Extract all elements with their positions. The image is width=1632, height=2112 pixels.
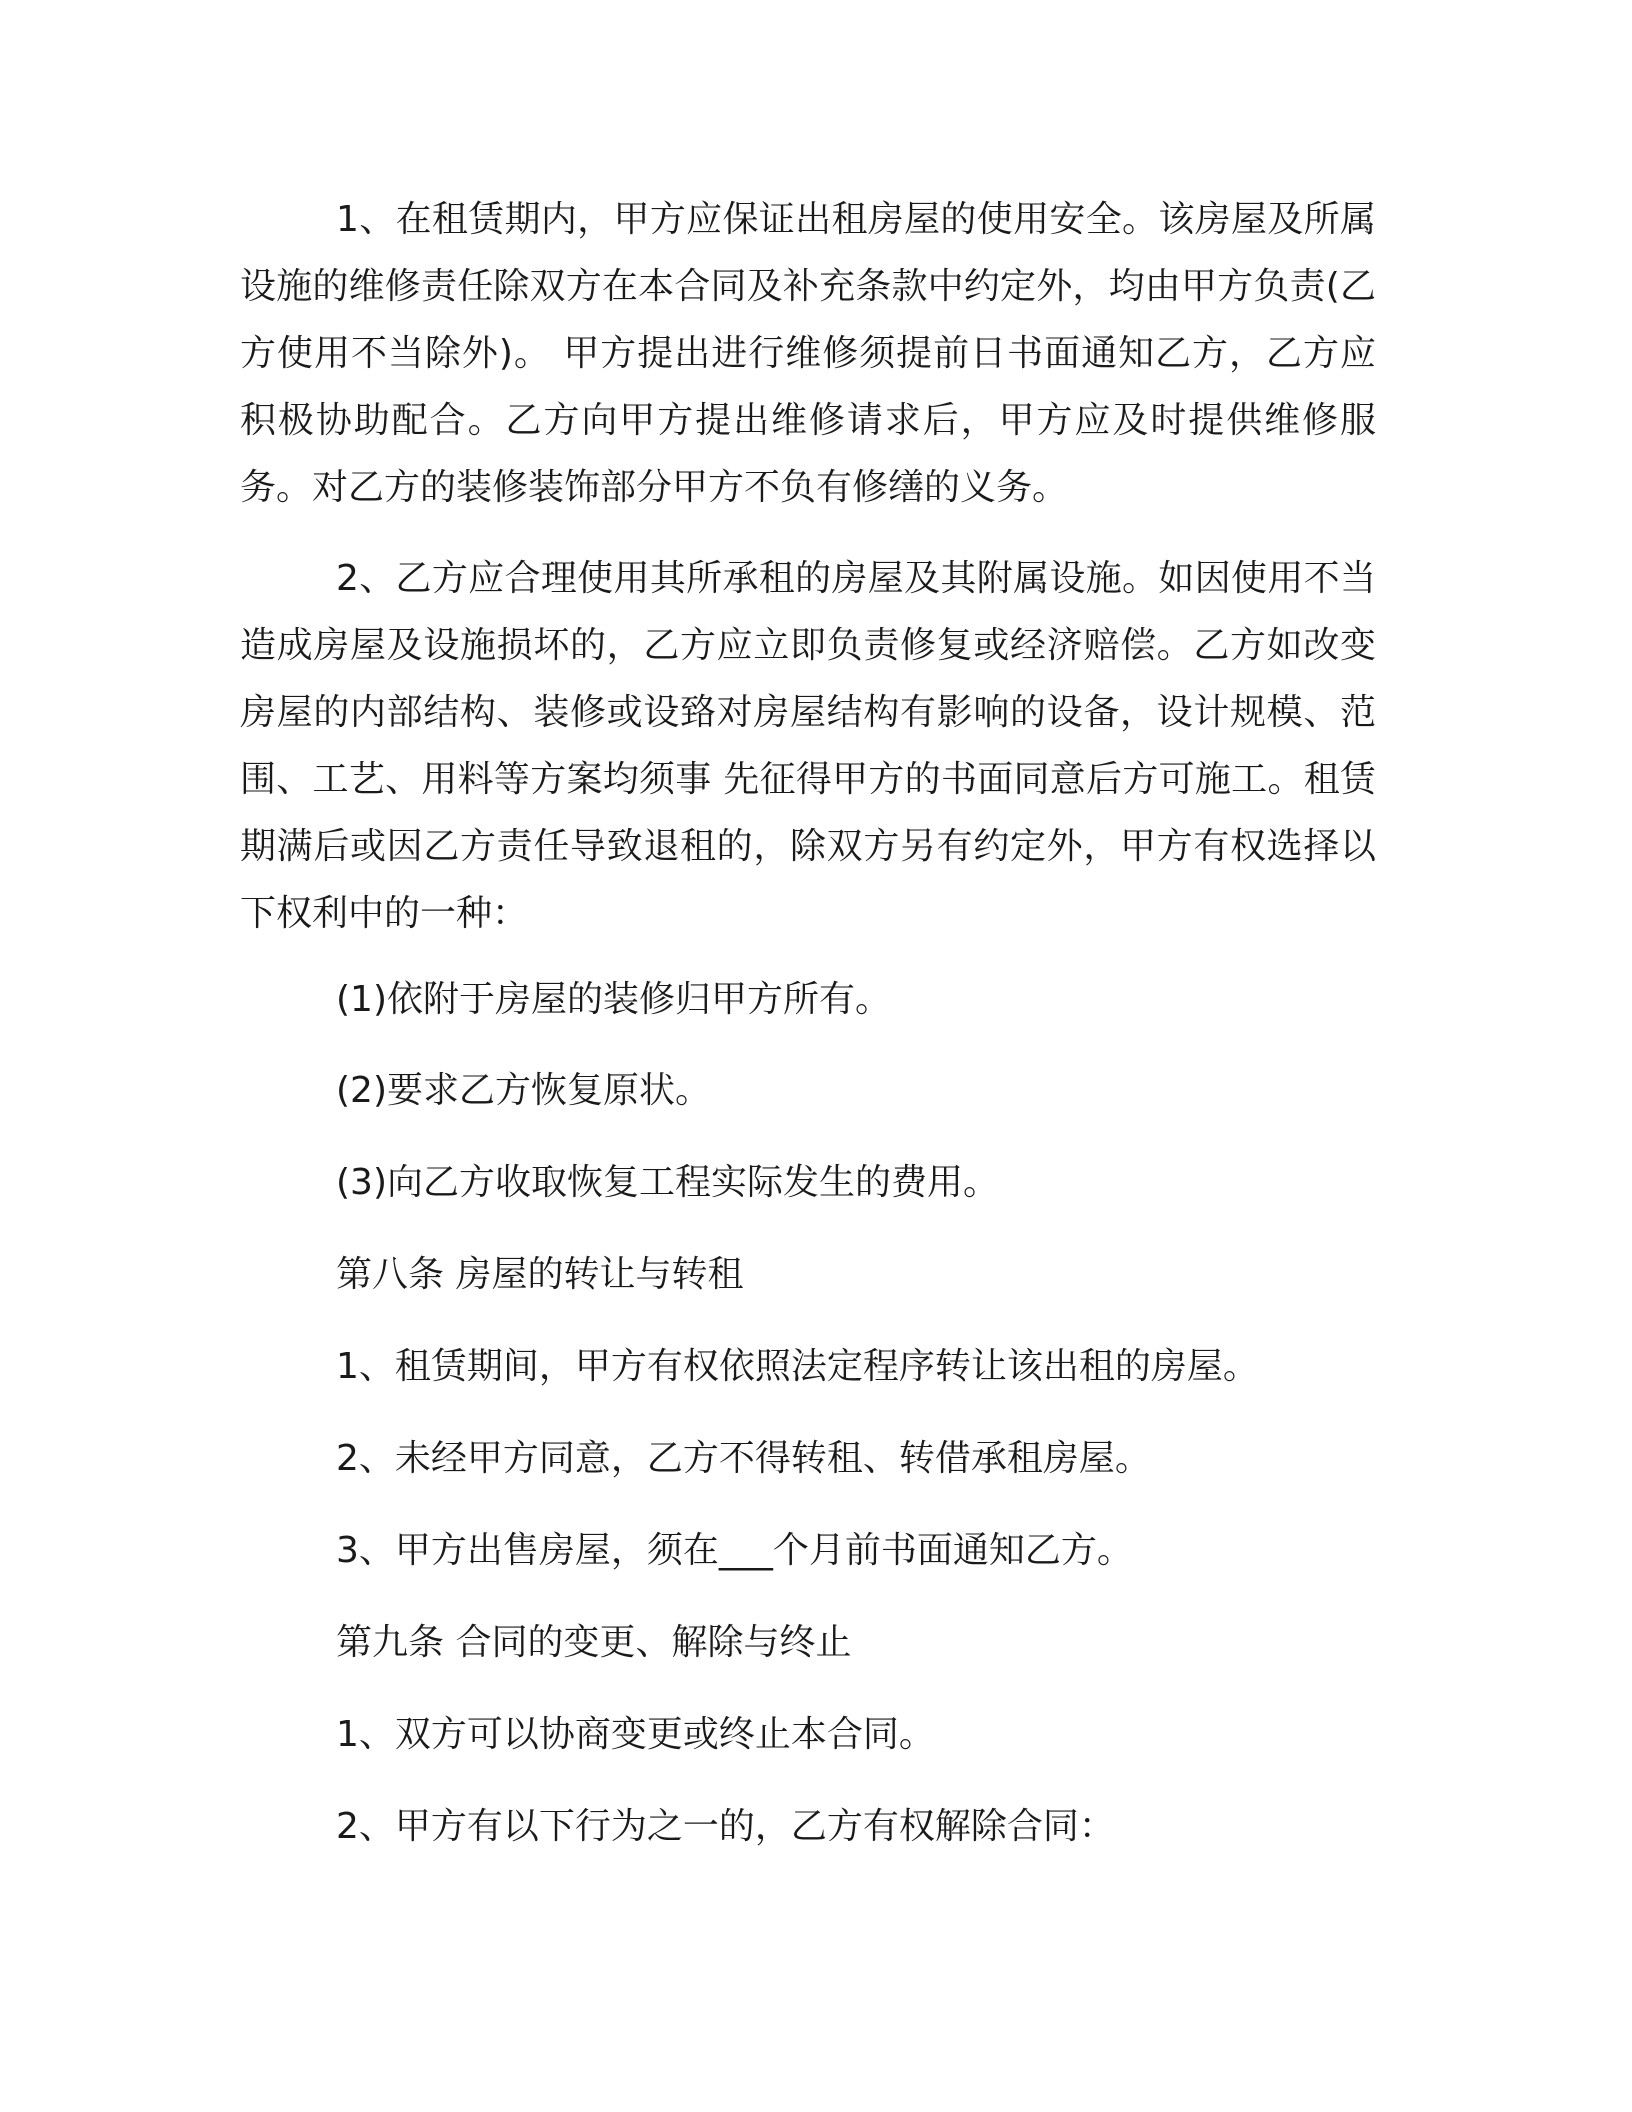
paragraph-repair-responsibility: 1、在租赁期内，甲方应保证出租房屋的使用安全。该房屋及所属设施的维修责任除双方在本合同及补充条款中约定外，均由甲方负责(乙方使用不当除外)。 甲方提出进行维修须提前日书面通知乙方，乙方应积极协助配合。乙方向甲方提出维修请求后，甲方应及时提供维修服务。对乙方的装修装饰部分甲方不负有修缮的义务。 <box>240 199 1376 508</box>
list-item-option-2: (2)要求乙方恢复原状。 <box>336 1070 711 1111</box>
clause-9-2: 2、甲方有以下行为之一的，乙方有权解除合同： <box>336 1806 1115 1847</box>
clause-8-3: 3、甲方出售房屋，须在___个月前书面通知乙方。 <box>336 1530 1133 1571</box>
list-item-option-3: (3)向乙方收取恢复工程实际发生的费用。 <box>336 1162 999 1203</box>
section-heading-article-8: 第八条 房屋的转让与转租 <box>336 1254 744 1295</box>
clause-8-2: 2、未经甲方同意，乙方不得转租、转借承租房屋。 <box>336 1438 1151 1479</box>
list-item-option-1: (1)依附于房屋的装修归甲方所有。 <box>336 979 891 1020</box>
clause-8-1: 1、租赁期间，甲方有权依照法定程序转让该出租的房屋。 <box>336 1346 1259 1387</box>
paragraph-tenant-use: 2、乙方应合理使用其所承租的房屋及其附属设施。如因使用不当造成房屋及设施损坏的，乙方应立即负责修复或经济赔偿。乙方如改变房屋的内部结构、装修或设臵对房屋结构有影响的设备，设计规模、范围、工艺、用料等方案均须事 先征得甲方的书面同意后方可施工。租赁期满后或因乙方责任导致退租的，除双方另有约定外，甲方有权选择以下权利中的一种： <box>240 558 1376 934</box>
clause-9-1: 1、双方可以协商变更或终止本合同。 <box>336 1714 935 1755</box>
section-heading-article-9: 第九条 合同的变更、解除与终止 <box>336 1622 852 1663</box>
